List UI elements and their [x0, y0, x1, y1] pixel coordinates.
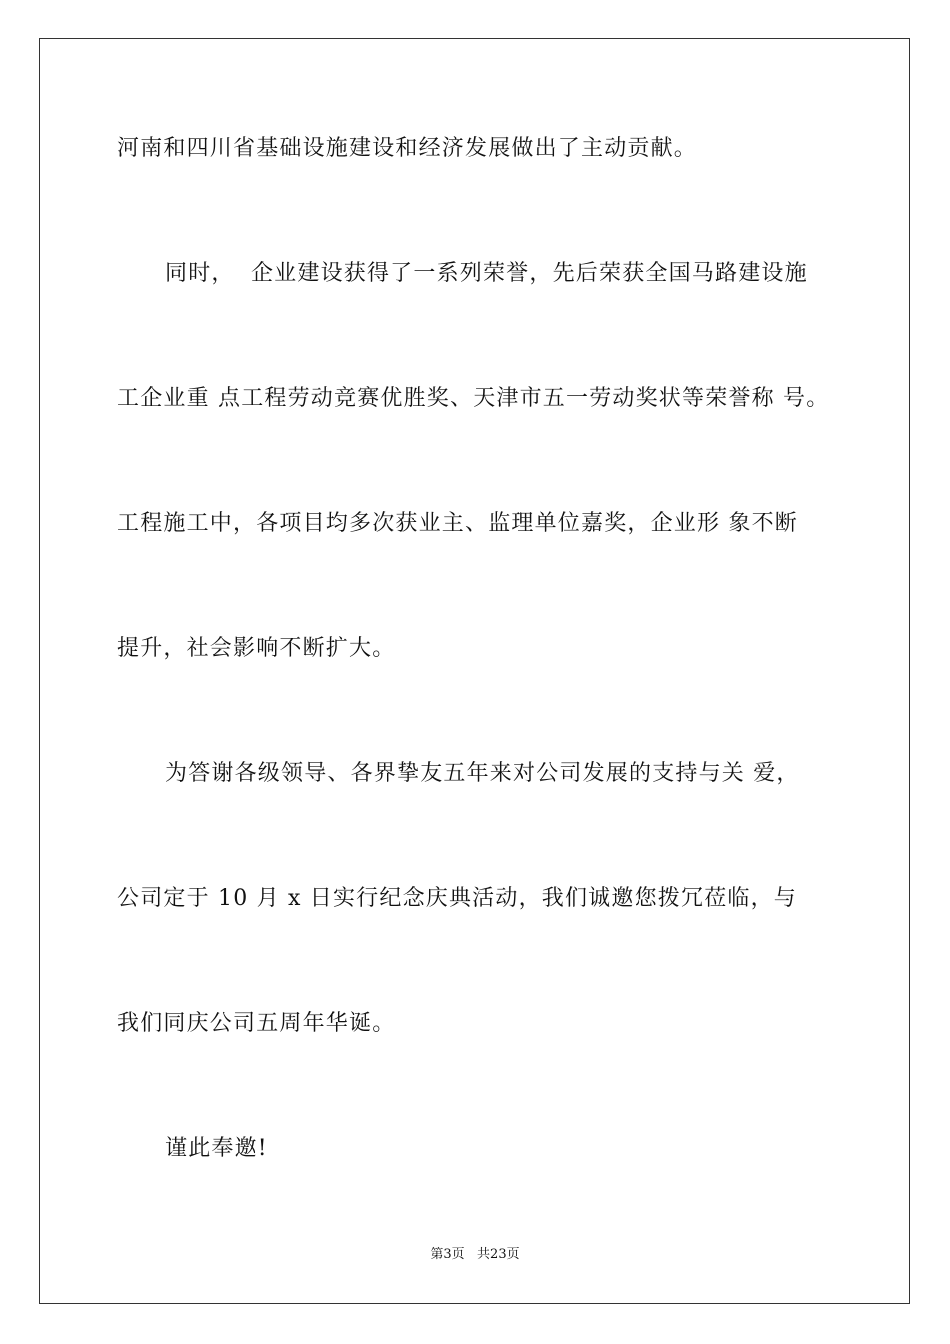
- paragraph-line: 提升，社会影响不断扩大。: [117, 636, 396, 661]
- paragraph-line: 为答谢各级领导、各界挚友五年来对公司发展的支持与关 爱，: [165, 761, 800, 786]
- paragraph-line: 河南和四川省基础设施建设和经济发展做出了主动贡献。: [117, 136, 698, 161]
- paragraph-line: 我们同庆公司五周年华诞。: [117, 1011, 396, 1036]
- page-number-footer: 第3页 共23页: [430, 1247, 520, 1262]
- paragraph-line: 工程施工中，各项目均多次获业主、监理单位嘉奖，企业形 象不断: [117, 511, 798, 536]
- paragraph-line: 工企业重 点工程劳动竞赛优胜奖、天津市五一劳动奖状等荣誉称 号。: [117, 386, 830, 411]
- closing-line: 谨此奉邀!: [165, 1136, 268, 1161]
- paragraph-line: 公司定于 10 月 x 日实行纪念庆典活动，我们诚邀您拨冗莅临，与: [117, 886, 797, 911]
- paragraph-line: 同时， 企业建设获得了一系列荣誉，先后荣获全国马路建设施: [165, 261, 808, 286]
- page-frame: [39, 38, 910, 1304]
